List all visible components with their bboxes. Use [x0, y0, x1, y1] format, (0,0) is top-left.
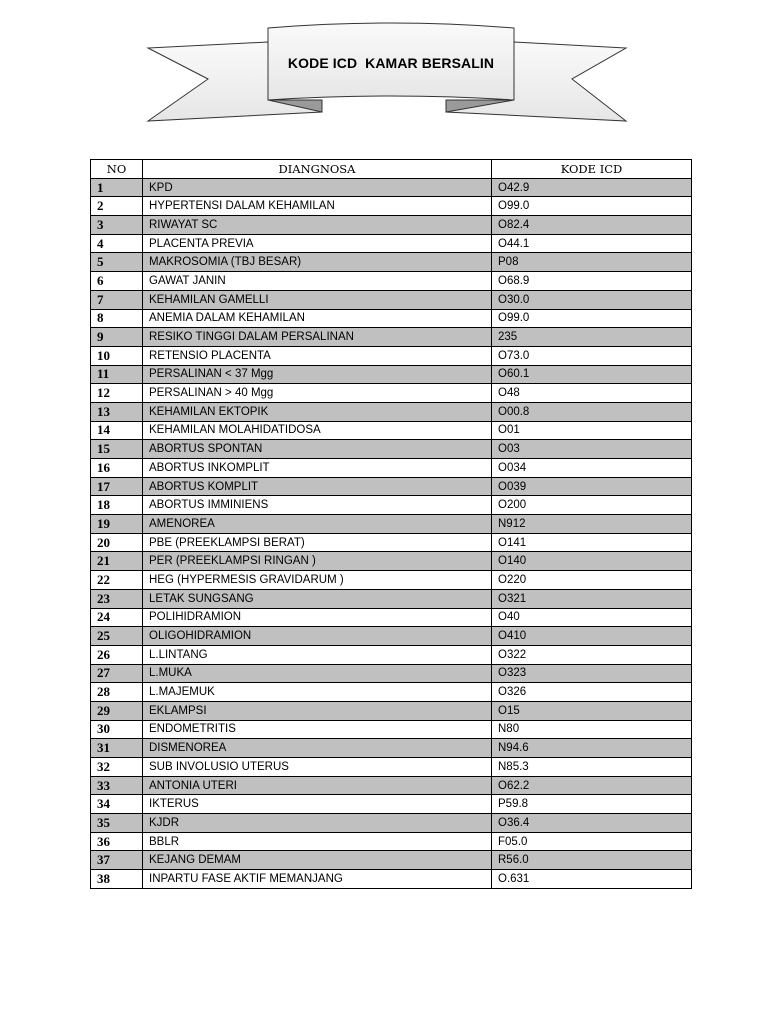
diagnosis-cell: PLACENTA PREVIA — [143, 234, 492, 253]
row-number: 2 — [91, 197, 143, 216]
icd-code-cell: O034 — [492, 459, 692, 478]
table-row — [91, 701, 692, 720]
table-row — [91, 384, 692, 403]
row-number: 38 — [91, 870, 143, 889]
icd-code-cell: O410 — [492, 627, 692, 646]
table-row — [91, 421, 692, 440]
row-number: 22 — [91, 571, 143, 590]
row-number: 33 — [91, 776, 143, 795]
icd-code-cell: O200 — [492, 496, 692, 515]
table-row — [91, 664, 692, 683]
diagnosis-cell: RESIKO TINGGI DALAM PERSALINAN — [143, 328, 492, 347]
row-number: 14 — [91, 421, 143, 440]
icd-code-cell: O68.9 — [492, 272, 692, 291]
table-row — [91, 328, 692, 347]
icd-code-cell: O73.0 — [492, 346, 692, 365]
table-row — [91, 346, 692, 365]
table-row — [91, 608, 692, 627]
table-row — [91, 365, 692, 384]
row-number: 4 — [91, 234, 143, 253]
diagnosis-cell: ANEMIA DALAM KEHAMILAN — [143, 309, 492, 328]
row-number: 5 — [91, 253, 143, 272]
row-number: 36 — [91, 832, 143, 851]
page-title: KODE ICD KAMAR BERSALIN — [287, 55, 495, 71]
diagnosis-cell: KJDR — [143, 814, 492, 833]
row-number: 29 — [91, 701, 143, 720]
row-number: 18 — [91, 496, 143, 515]
icd-code-cell: O62.2 — [492, 776, 692, 795]
table-body — [91, 178, 692, 888]
icd-code-cell: O30.0 — [492, 290, 692, 309]
table-row — [91, 552, 692, 571]
icd-code-cell: O322 — [492, 645, 692, 664]
row-number: 28 — [91, 683, 143, 702]
table-row — [91, 814, 692, 833]
table-row — [91, 477, 692, 496]
table-row — [91, 589, 692, 608]
icd-code-cell: P08 — [492, 253, 692, 272]
icd-code-cell: O42.9 — [492, 178, 692, 197]
row-number: 9 — [91, 328, 143, 347]
table-row — [91, 234, 692, 253]
diagnosis-cell: PER (PREEKLAMPSI RINGAN ) — [143, 552, 492, 571]
diagnosis-cell: L.MAJEMUK — [143, 683, 492, 702]
diagnosis-cell: GAWAT JANIN — [143, 272, 492, 291]
icd-code-cell: O99.0 — [492, 309, 692, 328]
row-number: 20 — [91, 533, 143, 552]
table-row — [91, 309, 692, 328]
table-row — [91, 776, 692, 795]
icd-code-cell: O01 — [492, 421, 692, 440]
header-kode-icd: KODE ICD — [492, 160, 692, 179]
table-row — [91, 758, 692, 777]
table-row — [91, 253, 692, 272]
diagnosis-cell: ABORTUS IMMINIENS — [143, 496, 492, 515]
icd-code-cell: N80 — [492, 720, 692, 739]
icd-code-cell: O220 — [492, 571, 692, 590]
diagnosis-cell: IKTERUS — [143, 795, 492, 814]
header-no: NO — [91, 160, 143, 179]
header-diagnosa: DIANGNOSA — [143, 160, 492, 179]
table-row — [91, 272, 692, 291]
diagnosis-cell: LETAK SUNGSANG — [143, 589, 492, 608]
icd-code-cell: O03 — [492, 440, 692, 459]
icd-code-cell: O141 — [492, 533, 692, 552]
diagnosis-cell: SUB INVOLUSIO UTERUS — [143, 758, 492, 777]
table-row — [91, 515, 692, 534]
icd-code-cell: O48 — [492, 384, 692, 403]
table-row — [91, 290, 692, 309]
row-number: 19 — [91, 515, 143, 534]
table-row — [91, 440, 692, 459]
icd-code-cell: O40 — [492, 608, 692, 627]
row-number: 24 — [91, 608, 143, 627]
diagnosis-cell: INPARTU FASE AKTIF MEMANJANG — [143, 870, 492, 889]
table-row — [91, 739, 692, 758]
diagnosis-cell: ENDOMETRITIS — [143, 720, 492, 739]
diagnosis-cell: DISMENOREA — [143, 739, 492, 758]
row-number: 16 — [91, 459, 143, 478]
table-row — [91, 795, 692, 814]
icd-code-cell: O00.8 — [492, 402, 692, 421]
icd-code-cell: N85.3 — [492, 758, 692, 777]
diagnosis-cell: ABORTUS INKOMPLIT — [143, 459, 492, 478]
diagnosis-cell: MAKROSOMIA (TBJ BESAR) — [143, 253, 492, 272]
diagnosis-cell: L.MUKA — [143, 664, 492, 683]
icd-code-cell: O99.0 — [492, 197, 692, 216]
diagnosis-cell: KEHAMILAN MOLAHIDATIDOSA — [143, 421, 492, 440]
row-number: 10 — [91, 346, 143, 365]
diagnosis-cell: RIWAYAT SC — [143, 216, 492, 235]
diagnosis-cell: KEHAMILAN EKTOPIK — [143, 402, 492, 421]
diagnosis-cell: AMENOREA — [143, 515, 492, 534]
row-number: 25 — [91, 627, 143, 646]
diagnosis-cell: HYPERTENSI DALAM KEHAMILAN — [143, 197, 492, 216]
row-number: 12 — [91, 384, 143, 403]
diagnosis-cell: POLIHIDRAMION — [143, 608, 492, 627]
table-row — [91, 533, 692, 552]
diagnosis-cell: HEG (HYPERMESIS GRAVIDARUM ) — [143, 571, 492, 590]
diagnosis-cell: EKLAMPSI — [143, 701, 492, 720]
row-number: 30 — [91, 720, 143, 739]
icd-code-cell: O323 — [492, 664, 692, 683]
icd-code-cell: O15 — [492, 701, 692, 720]
icd-code-cell: P59.8 — [492, 795, 692, 814]
table-row — [91, 197, 692, 216]
table-row — [91, 645, 692, 664]
icd-code-table — [90, 159, 692, 889]
diagnosis-cell: ABORTUS SPONTAN — [143, 440, 492, 459]
diagnosis-cell: PBE (PREEKLAMPSI BERAT) — [143, 533, 492, 552]
row-number: 26 — [91, 645, 143, 664]
diagnosis-cell: KEJANG DEMAM — [143, 851, 492, 870]
row-number: 35 — [91, 814, 143, 833]
icd-code-cell: O140 — [492, 552, 692, 571]
icd-code-cell: O44.1 — [492, 234, 692, 253]
diagnosis-cell: RETENSIO PLACENTA — [143, 346, 492, 365]
row-number: 13 — [91, 402, 143, 421]
table-row — [91, 627, 692, 646]
diagnosis-cell: BBLR — [143, 832, 492, 851]
icd-code-cell: O326 — [492, 683, 692, 702]
table-row — [91, 851, 692, 870]
table-row — [91, 216, 692, 235]
table-header-row — [91, 160, 692, 179]
table-row — [91, 683, 692, 702]
row-number: 27 — [91, 664, 143, 683]
icd-code-cell: O60.1 — [492, 365, 692, 384]
table-row — [91, 496, 692, 515]
icd-code-cell: R56.0 — [492, 851, 692, 870]
row-number: 17 — [91, 477, 143, 496]
title-banner — [0, 0, 768, 140]
table-row — [91, 870, 692, 889]
table-row — [91, 459, 692, 478]
row-number: 34 — [91, 795, 143, 814]
diagnosis-cell: OLIGOHIDRAMION — [143, 627, 492, 646]
diagnosis-cell: ABORTUS KOMPLIT — [143, 477, 492, 496]
row-number: 3 — [91, 216, 143, 235]
table-row — [91, 832, 692, 851]
diagnosis-cell: KPD — [143, 178, 492, 197]
diagnosis-cell: PERSALINAN > 40 Mgg — [143, 384, 492, 403]
row-number: 7 — [91, 290, 143, 309]
row-number: 23 — [91, 589, 143, 608]
icd-code-cell: O039 — [492, 477, 692, 496]
row-number: 15 — [91, 440, 143, 459]
diagnosis-cell: ANTONIA UTERI — [143, 776, 492, 795]
row-number: 37 — [91, 851, 143, 870]
row-number: 21 — [91, 552, 143, 571]
row-number: 1 — [91, 178, 143, 197]
row-number: 8 — [91, 309, 143, 328]
table-row — [91, 178, 692, 197]
icd-code-cell: F05.0 — [492, 832, 692, 851]
row-number: 32 — [91, 758, 143, 777]
row-number: 11 — [91, 365, 143, 384]
icd-code-cell: N912 — [492, 515, 692, 534]
icd-code-cell: O.631 — [492, 870, 692, 889]
diagnosis-cell: PERSALINAN < 37 Mgg — [143, 365, 492, 384]
table-row — [91, 720, 692, 739]
icd-code-cell: O36.4 — [492, 814, 692, 833]
icd-code-cell: 235 — [492, 328, 692, 347]
diagnosis-cell: L.LINTANG — [143, 645, 492, 664]
table-row — [91, 402, 692, 421]
icd-code-cell: O82.4 — [492, 216, 692, 235]
row-number: 6 — [91, 272, 143, 291]
table-row — [91, 571, 692, 590]
icd-code-cell: O321 — [492, 589, 692, 608]
diagnosis-cell: KEHAMILAN GAMELLI — [143, 290, 492, 309]
row-number: 31 — [91, 739, 143, 758]
icd-code-cell: N94.6 — [492, 739, 692, 758]
